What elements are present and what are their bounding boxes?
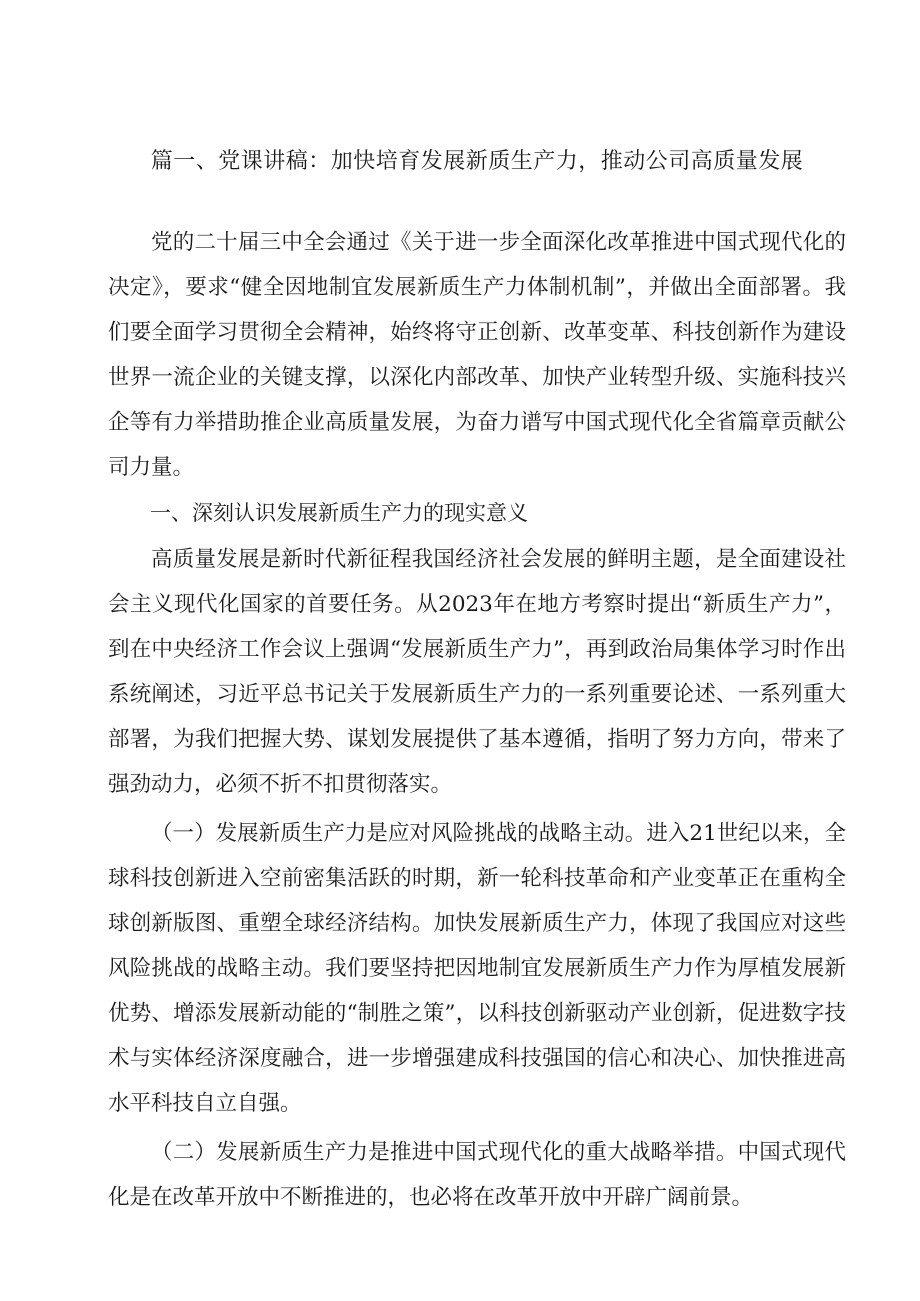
intro-paragraph: 党的二十届三中全会通过《关于进一步全面深化改革推进中国式现代化的决定》，要求“健全因地制宜发展新质生产力体制机制”，并做出全面部署。我们要全面学习贯彻全会精神，始终将守正创新、改革变革、科技创新作为建设世界一流企业的关键支撑，以深化内部改革、加快产业转型升级、实施科技兴企等有力举措助推企业高质量发展，为奋力谱写中国式现代化全省篇章贡献公司力量。 bbox=[108, 230, 846, 480]
section-heading-1: 一、深刻认识发展新质生产力的现实意义 bbox=[150, 501, 528, 525]
section-1-paragraph: 高质量发展是新时代新征程我国经济社会发展的鲜明主题，是全面建设社会主义现代化国家的首要任务。从2023年在地方考察时提出“新质生产力”，到在中央经济工作会议上强调“发展新质生产力”，再到政治局集体学习时作出系统阐述，习近平总书记关于发展新质生产力的一系列重要论述、一系列重大部署，为我们把握大势、谋划发展提供了基本遵循，指明了努力方向，带来了强劲动力，必须不折不扣贯彻落实。 bbox=[108, 547, 846, 797]
document-body bbox=[108, 220, 846, 1220]
subsection-1-paragraph: （一）发展新质生产力是应对风险挑战的战略主动。进入21世纪以来，全球科技创新进入空前密集活跃的时期，新一轮科技革命和产业变革正在重构全球创新版图、重塑全球经济结构。加快发展新质生产力，体现了我国应对这些风险挑战的战略主动。我们要坚持把因地制宜发展新质生产力作为厚植发展新优势、增添发展新动能的“制胜之策”，以科技创新驱动产业创新，促进数字技术与实体经济深度融合，进一步增强建成科技强国的信心和决心、加快推进高水平科技自立自强。 bbox=[108, 821, 846, 1116]
subsection-2-paragraph: （二）发展新质生产力是推进中国式现代化的重大战略举措。中国式现代化是在改革开放中不断推进的，也必将在改革开放中开辟广阔前景。 bbox=[108, 1140, 846, 1210]
document-title: 篇一、党课讲稿：加快培育发展新质生产力，推动公司高质量发展 bbox=[150, 149, 804, 174]
